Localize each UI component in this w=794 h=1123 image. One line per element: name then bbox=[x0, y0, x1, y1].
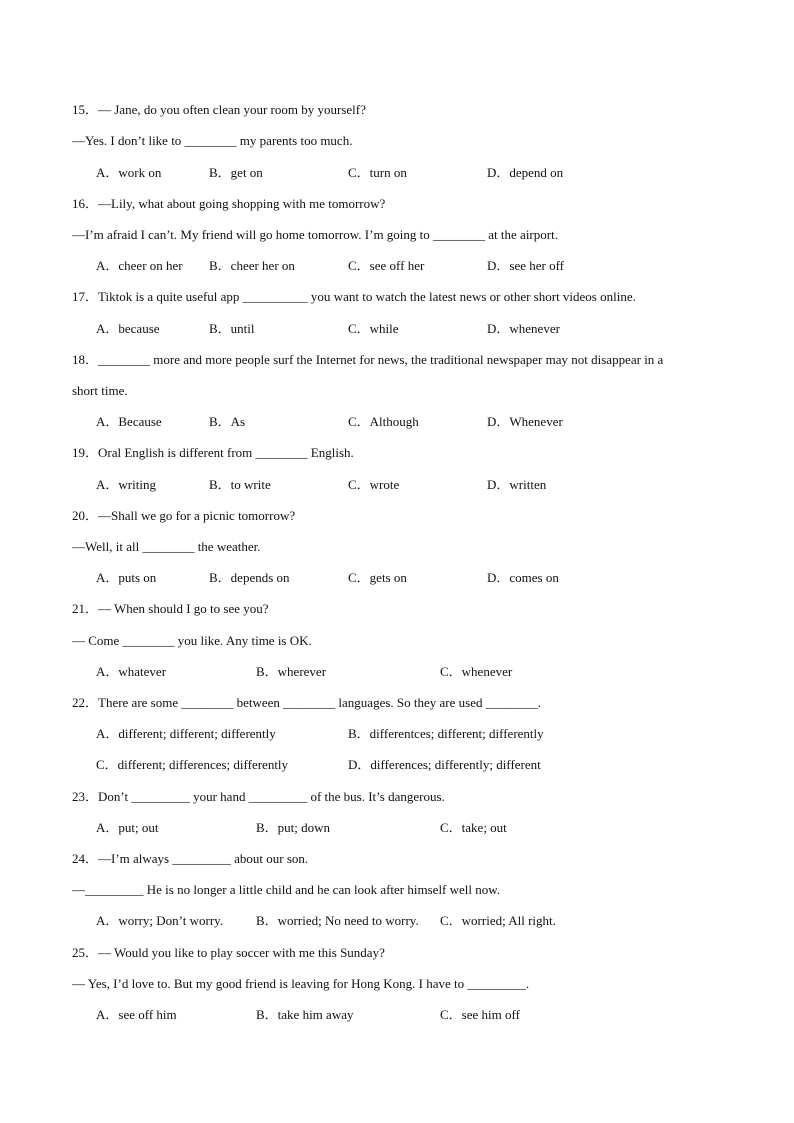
question-20-reply: —Well, it all ________ the weather. bbox=[72, 539, 261, 554]
question-18-stem-cont: short time. bbox=[72, 383, 128, 398]
q19-option-a: A．writing bbox=[96, 477, 156, 492]
q19-option-b: B．to write bbox=[209, 477, 271, 492]
q16-option-c: C．see off her bbox=[348, 258, 425, 273]
question-16-reply: —I’m afraid I can’t. My friend will go home tomorrow. I’m going to ________ at the airport. bbox=[72, 227, 558, 242]
q25-option-c: C．see him off bbox=[440, 1007, 520, 1022]
q18-option-c: C．Although bbox=[348, 414, 419, 429]
question-21-reply: — Come ________ you like. Any time is OK. bbox=[72, 633, 312, 648]
question-19-stem: 19．Oral English is different from ________ English. bbox=[72, 445, 354, 460]
question-25-reply: — Yes, I’d love to. But my good friend is leaving for Hong Kong. I have to _________. bbox=[72, 976, 530, 991]
question-24-stem: 24．—I’m always _________ about our son. bbox=[72, 851, 309, 866]
q23-option-a: A．put; out bbox=[96, 820, 159, 835]
question-17-stem: 17．Tiktok is a quite useful app __________ you want to watch the latest news or other short videos online. bbox=[72, 289, 636, 304]
q24-option-b: B．worried; No need to worry. bbox=[256, 913, 419, 928]
question-23-stem: 23．Don’t _________ your hand _________ of the bus. It’s dangerous. bbox=[72, 789, 445, 804]
q15-option-a: A．work on bbox=[96, 165, 162, 180]
q20-option-a: A．puts on bbox=[96, 570, 157, 585]
q22-option-b: B．differentces; different; differently bbox=[348, 726, 544, 741]
q17-option-c: C．while bbox=[348, 321, 399, 336]
q24-option-a: A．worry; Don’t worry. bbox=[96, 913, 224, 928]
q25-option-a: A．see off him bbox=[96, 1007, 177, 1022]
q20-option-c: C．gets on bbox=[348, 570, 407, 585]
q16-option-a: A．cheer on her bbox=[96, 258, 183, 273]
q22-option-a: A．different; different; differently bbox=[96, 726, 276, 741]
q23-option-c: C．take; out bbox=[440, 820, 507, 835]
q18-option-d: D．Whenever bbox=[487, 414, 563, 429]
q15-option-c: C．turn on bbox=[348, 165, 407, 180]
q17-option-b: B．until bbox=[209, 321, 255, 336]
q19-option-c: C．wrote bbox=[348, 477, 400, 492]
question-21-stem: 21．— When should I go to see you? bbox=[72, 601, 269, 616]
question-15-reply: —Yes. I don’t like to ________ my parents too much. bbox=[72, 133, 353, 148]
question-15-stem: 15．— Jane, do you often clean your room by yourself? bbox=[72, 102, 366, 117]
q22-option-c: C．different; differences; differently bbox=[96, 757, 289, 772]
question-24-reply: —_________ He is no longer a little child and he can look after himself well now. bbox=[72, 882, 501, 897]
q20-option-b: B．depends on bbox=[209, 570, 290, 585]
q17-option-a: A．because bbox=[96, 321, 160, 336]
question-25-stem: 25．— Would you like to play soccer with me this Sunday? bbox=[72, 945, 385, 960]
q15-option-d: D．depend on bbox=[487, 165, 564, 180]
question-22-stem: 22．There are some ________ between ________ languages. So they are used ________. bbox=[72, 695, 541, 710]
q21-option-c: C．whenever bbox=[440, 664, 513, 679]
q19-option-d: D．written bbox=[487, 477, 547, 492]
q15-option-b: B．get on bbox=[209, 165, 263, 180]
q21-option-b: B．wherever bbox=[256, 664, 327, 679]
q21-option-a: A．whatever bbox=[96, 664, 167, 679]
q23-option-b: B．put; down bbox=[256, 820, 331, 835]
question-16-stem: 16．—Lily, what about going shopping with me tomorrow? bbox=[72, 196, 386, 211]
q17-option-d: D．whenever bbox=[487, 321, 560, 336]
q16-option-d: D．see her off bbox=[487, 258, 565, 273]
q22-option-d: D．differences; differently; different bbox=[348, 757, 541, 772]
question-20-stem: 20．—Shall we go for a picnic tomorrow? bbox=[72, 508, 296, 523]
q18-option-a: A．Because bbox=[96, 414, 162, 429]
q18-option-b: B．As bbox=[209, 414, 246, 429]
q25-option-b: B．take him away bbox=[256, 1007, 354, 1022]
q16-option-b: B．cheer her on bbox=[209, 258, 295, 273]
q20-option-d: D．comes on bbox=[487, 570, 559, 585]
question-18-stem: 18．________ more and more people surf the Internet for news, the traditional newspaper may not disappear in a bbox=[72, 352, 664, 367]
q24-option-c: C．worried; All right. bbox=[440, 913, 556, 928]
